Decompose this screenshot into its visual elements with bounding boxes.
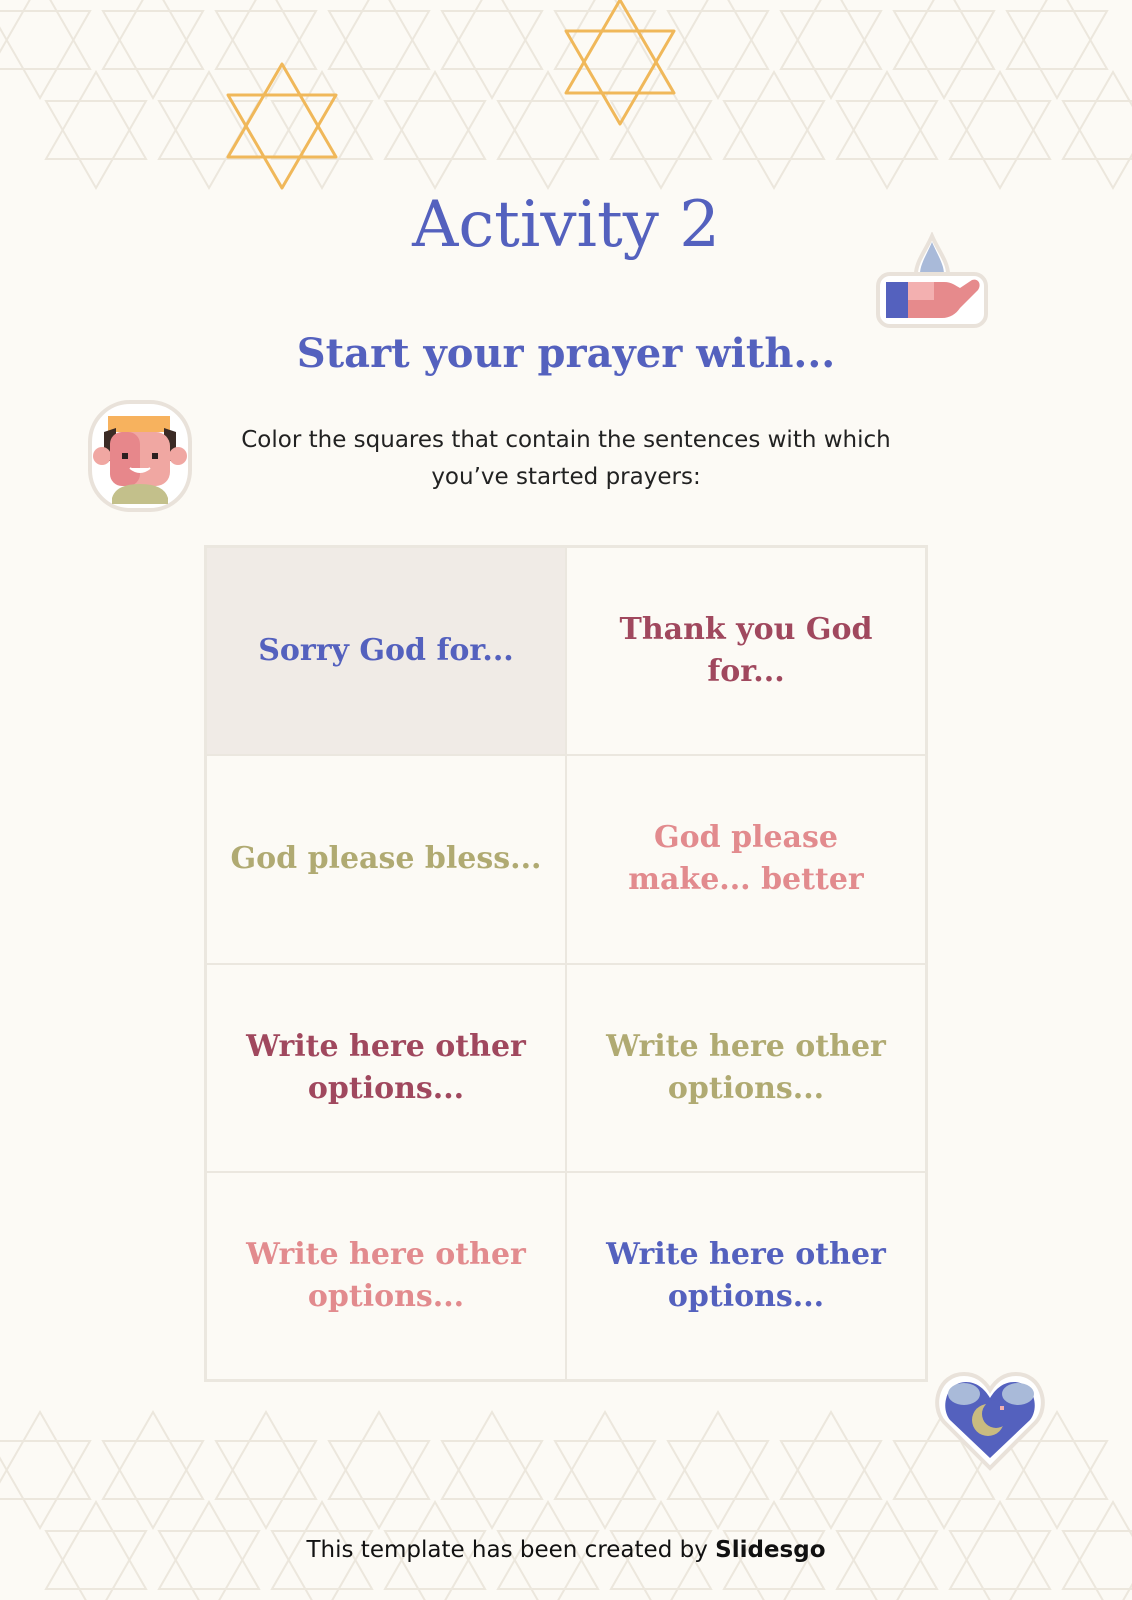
grid-cell[interactable]	[566, 964, 926, 1172]
cell-text: Write here other options...	[606, 1028, 886, 1106]
cell-text: Write here other options...	[606, 1236, 886, 1314]
cell-text: Sorry God for...	[258, 633, 514, 669]
instruction-text: Color the squares that contain the sentences with which you’ve started prayers:	[241, 427, 891, 490]
footer-prefix: This template has been created by	[306, 1537, 716, 1563]
grid-cell[interactable]	[206, 547, 566, 755]
slidesgo-link[interactable]: Slidesgo	[715, 1537, 826, 1563]
prayer-starters-grid	[204, 545, 928, 1382]
cell-text: Write here other options...	[246, 1028, 526, 1106]
boy-avatar-icon	[86, 398, 194, 514]
heart-moon-icon	[934, 1368, 1046, 1472]
cell-text: Thank you God for...	[619, 612, 873, 690]
grid-cell[interactable]	[206, 1172, 566, 1380]
grid-cell[interactable]	[566, 547, 926, 755]
grid-cell[interactable]	[206, 964, 566, 1172]
cell-text: Write here other options...	[246, 1236, 526, 1314]
star-icon	[566, 0, 674, 124]
grid-cell[interactable]	[566, 755, 926, 963]
cell-text: God please make... better	[628, 820, 864, 898]
grid-cell[interactable]	[566, 1172, 926, 1380]
cell-text: God please bless...	[230, 841, 542, 877]
hand-water-icon	[876, 232, 992, 332]
footer-credit	[0, 1537, 1132, 1563]
grid-cell[interactable]	[206, 755, 566, 963]
page-subtitle: Start your prayer with...	[296, 330, 836, 377]
page-title: Activity 2	[412, 188, 720, 262]
